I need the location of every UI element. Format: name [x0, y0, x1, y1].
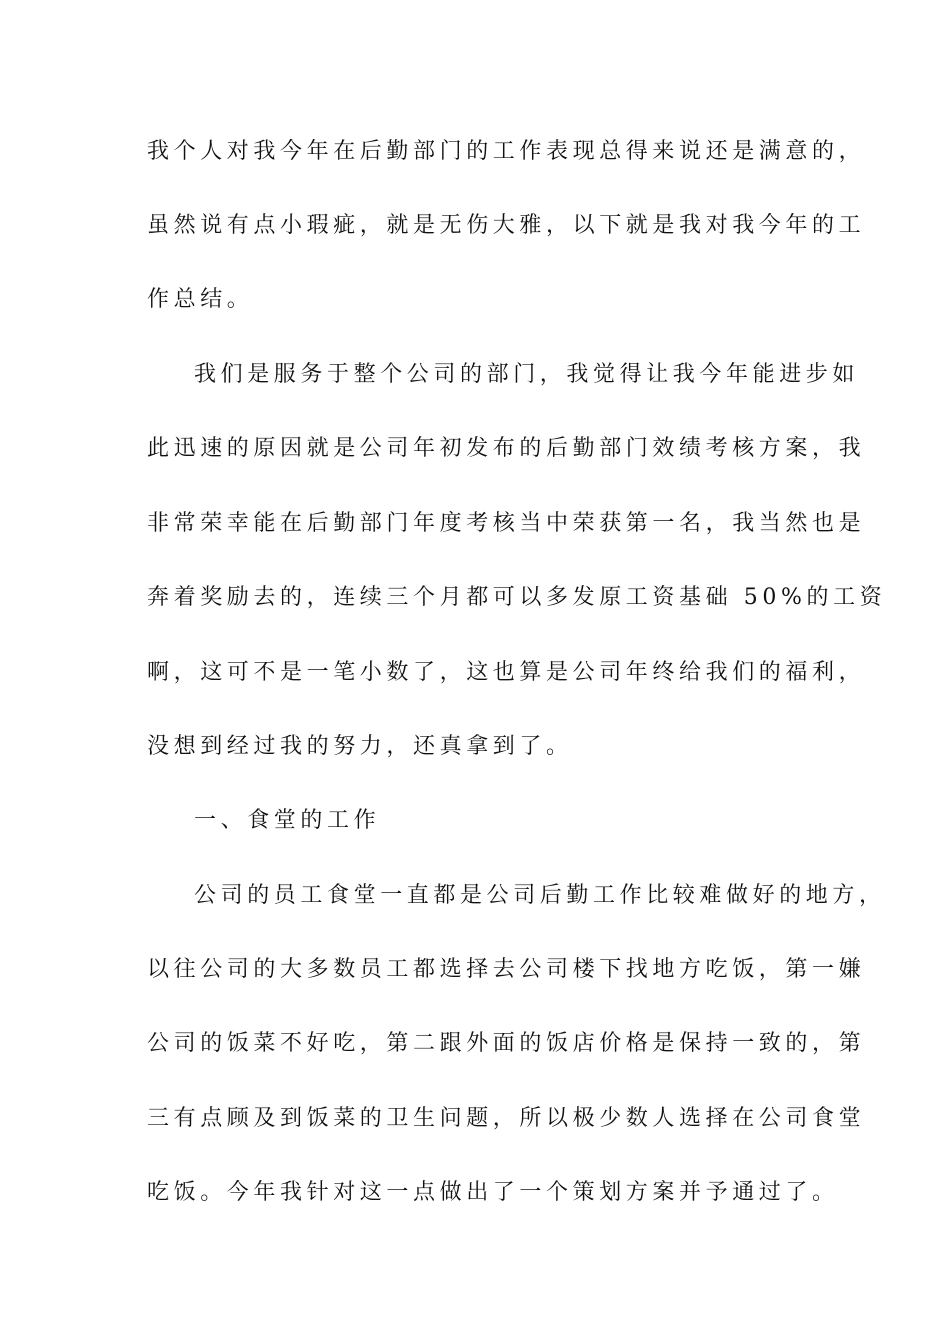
paragraph-line: 我个人对我今年在后勤部门的工作表现总得来说还是满意的， — [147, 139, 866, 164]
paragraph-line: 吃饭。今年我针对这一点做出了一个策划方案并予通过了。 — [147, 1180, 839, 1205]
paragraph-line: 我们是服务于整个公司的部门，我觉得让我今年能进步如 — [194, 362, 860, 387]
paragraph-line: 没想到经过我的努力，还真拿到了。 — [147, 734, 573, 759]
paragraph-line: 公司的饭菜不好吃，第二跟外面的饭店价格是保持一致的，第 — [147, 1031, 866, 1056]
paragraph-line: 公司的员工食堂一直都是公司后勤工作比较难做好的地方， — [194, 883, 886, 908]
paragraph-line: 虽然说有点小瑕疵，就是无伤大雅，以下就是我对我今年的工 — [147, 213, 866, 238]
paragraph-line: 啊，这可不是一笔小数了，这也算是公司年终给我们的福利， — [147, 660, 866, 685]
section-heading: 一、食堂的工作 — [194, 808, 381, 833]
paragraph-line: 奔着奖励去的，连续三个月都可以多发原工资基础 50%的工资 — [147, 585, 887, 610]
paragraph-line: 作总结。 — [147, 287, 254, 312]
paragraph-line: 三有点顾及到饭菜的卫生问题，所以极少数人选择在公司食堂 — [147, 1106, 866, 1131]
paragraph-line: 以往公司的大多数员工都选择去公司楼下找地方吃饭，第一嫌 — [147, 957, 866, 982]
paragraph-line: 非常荣幸能在后勤部门年度考核当中荣获第一名，我当然也是 — [147, 511, 866, 536]
paragraph-line: 此迅速的原因就是公司年初发布的后勤部门效绩考核方案，我 — [147, 436, 866, 461]
